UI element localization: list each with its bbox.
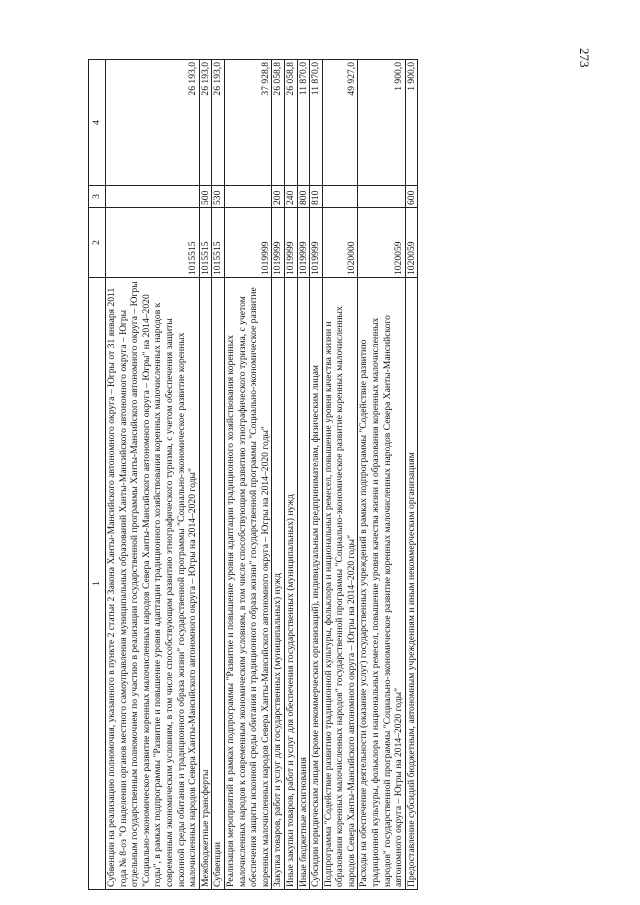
table-row xyxy=(106,60,200,890)
table-body xyxy=(106,60,418,890)
row-type-cell: 500 xyxy=(199,186,212,208)
header-row xyxy=(89,60,106,890)
row-code-cell: 1020059 xyxy=(405,208,418,278)
row-sum-cell: 37 928,8 xyxy=(224,60,271,186)
table-row xyxy=(297,60,310,890)
table-row xyxy=(224,60,271,890)
rotated-table-container xyxy=(88,60,608,890)
row-type-cell: 200 xyxy=(272,186,285,208)
table-row xyxy=(310,60,323,890)
row-type-cell xyxy=(322,186,358,208)
rotated-page-frame xyxy=(88,60,608,890)
row-code-cell: 1015515 xyxy=(199,208,212,278)
header-col-type: 3 xyxy=(89,186,106,208)
row-code-cell: 1019999 xyxy=(224,208,271,278)
row-code-cell: 1020059 xyxy=(358,208,405,278)
header-col-code: 2 xyxy=(89,208,106,278)
budget-table xyxy=(88,59,418,890)
table-row xyxy=(358,60,405,890)
row-name-cell: Иные бюджетные ассигнования xyxy=(297,278,310,890)
row-code-cell: 1020000 xyxy=(322,208,358,278)
row-code-cell: 1019999 xyxy=(297,208,310,278)
row-type-cell: 600 xyxy=(405,186,418,208)
row-name-cell: Закупка товаров, работ и услуг для государственных (муниципальных) нужд xyxy=(272,278,285,890)
row-sum-cell: 11 870,0 xyxy=(297,60,310,186)
row-sum-cell: 26 193,0 xyxy=(212,60,225,186)
row-sum-cell: 1 900,0 xyxy=(358,60,405,186)
row-type-cell: 530 xyxy=(212,186,225,208)
table-row xyxy=(272,60,285,890)
row-sum-cell: 11 870,0 xyxy=(310,60,323,186)
row-code-cell: 1015515 xyxy=(106,208,200,278)
row-code-cell: 1019999 xyxy=(272,208,285,278)
row-sum-cell: 26 193,0 xyxy=(106,60,200,186)
row-sum-cell: 1 900,0 xyxy=(405,60,418,186)
row-type-cell xyxy=(106,186,200,208)
row-type-cell xyxy=(224,186,271,208)
row-sum-cell: 26 058,8 xyxy=(284,60,297,186)
row-name-cell: Межбюджетные трансферты xyxy=(199,278,212,890)
row-type-cell: 240 xyxy=(284,186,297,208)
table-row xyxy=(212,60,225,890)
row-name-cell: Расходы на обеспечение деятельности (оказание услуг) государственных учреждений в рамках подпрограммы "Содействие развитию традиционной культуры, фольклора и национальных ремесел, повышение уровня качества жизни и образования коренных малочисленных народов" государственной программы "Социально-экономическое развитие коренных малочисленных народов Севера Ханты-Мансийского автономного округа – Югры на 2014–2020 годы" xyxy=(358,278,405,890)
table-row xyxy=(405,60,418,890)
row-code-cell: 1019999 xyxy=(310,208,323,278)
row-sum-cell: 26 058,8 xyxy=(272,60,285,186)
row-type-cell xyxy=(358,186,405,208)
row-name-cell: Субвенции xyxy=(212,278,225,890)
table-row xyxy=(199,60,212,890)
row-sum-cell: 49 927,0 xyxy=(322,60,358,186)
row-type-cell: 800 xyxy=(297,186,310,208)
row-name-cell: Предоставление субсидий бюджетным, автономным учреждениям и иным некоммерческим организациям xyxy=(405,278,418,890)
row-name-cell: Субвенции на реализацию полномочия, указанного в пункте 2 статьи 2 Закона Ханты-Мансийского автономного округа – Югры от 31 января 2011 года № 8-оз "О наделении органов местного самоуправления муниципальных образований Ханты-Мансийского автономного округа – Югры отдельным государственным полномочием по участию в реализации государственной программы Ханты-Мансийского автономного округа – Югры "Социально-экономическое развитие коренных малочисленных народов Севера Ханты-Мансийского автономного округа – Югры" на 2014–2020 годы", в рамках подпрограммы "Развитие и повышение уровня адаптации традиционного хозяйствования коренных малочисленных народов к современным экономическим условиям, в том числе способствующим развитию этнографического туризма, с учетом обеспечения защиты исконной среды обитания и традиционного образа жизни" государственной программы "Социально-экономическое развитие коренных малочисленных народов Севера Ханты-Мансийского автономного округа – Югры на 2014–2020 годы" xyxy=(106,278,200,890)
table-row xyxy=(322,60,358,890)
row-name-cell: Подпрограмма "Содействие развитию традиционной культуры, фольклора и национальных ремесел, повышение уровня качества жизни и образования коренных малочисленных народов" государственной программы "Социально-экономическое развитие коренных малочисленных народов Севера Ханты-Мансийского автономного округа – Югры на 2014–2020 годы" xyxy=(322,278,358,890)
row-sum-cell: 26 193,0 xyxy=(199,60,212,186)
row-name-cell: Реализация мероприятий в рамках подпрограммы "Развитие и повышение уровня адаптации традиционного хозяйствования коренных малочисленных народов к современным экономическим условиям, в том числе способствующим развитию этнографического туризма, с учетом обеспечения защиты исконной среды обитания и традиционного образа жизни" государственной программы "Социально-экономическое развитие коренных малочисленных народов Севера Ханты-Мансийского автономного округа – Югры на 2014–2020 годы" xyxy=(224,278,271,890)
row-code-cell: 1019999 xyxy=(284,208,297,278)
header-col-name: 1 xyxy=(89,278,106,890)
row-type-cell: 810 xyxy=(310,186,323,208)
row-name-cell: Субсидии юридическим лицам (кроме некоммерческих организаций), индивидуальным предпринимателям, физическим лицам xyxy=(310,278,323,890)
page-number: 273 xyxy=(577,48,592,68)
row-code-cell: 1015515 xyxy=(212,208,225,278)
header-col-sum: 4 xyxy=(89,60,106,186)
row-name-cell: Иные закупки товаров, работ и услуг для обеспечения государственных (муниципальных) нужд xyxy=(284,278,297,890)
table-row xyxy=(284,60,297,890)
